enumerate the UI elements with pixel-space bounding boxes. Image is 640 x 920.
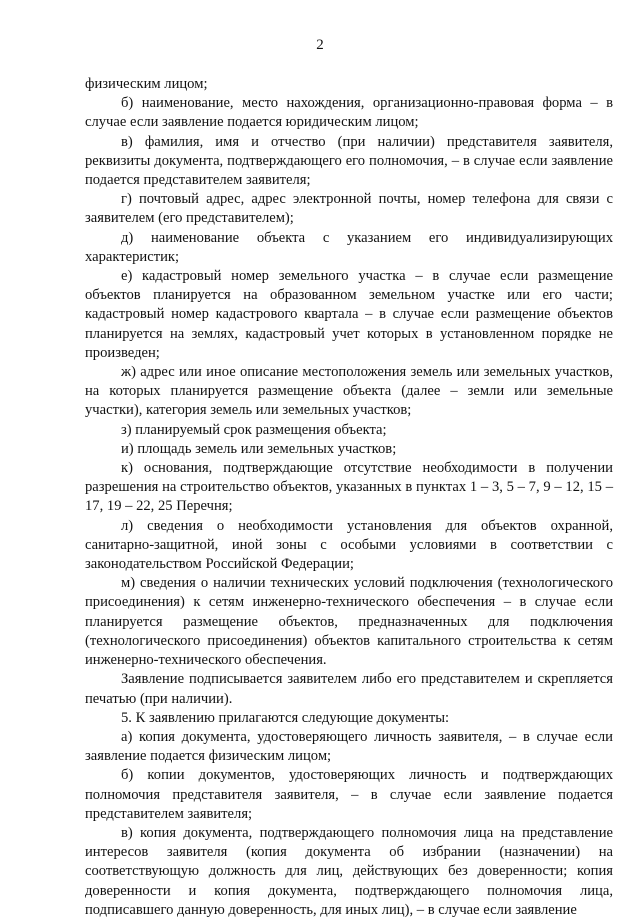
paragraph-item-z: з) планируемый срок размещения объекта; [121, 421, 387, 438]
paragraph-item-g: г) почтовый адрес, адрес электронной почты, номер телефона для связи с заявителем (его представителем); [85, 191, 613, 227]
paragraph-signature-note: Заявление подписывается заявителем либо его представителем и скрепляется печатью (при наличии). [85, 671, 613, 707]
paragraph-item-i: и) площадь земель или земельных участков; [121, 440, 397, 457]
paragraph-item-m: м) сведения о наличии технических условий подключения (технологического присоединения) к сетям инженерно-технического обеспечения – в случае если планируется размещение объектов, предназначенных для подключения (технологического присоединения) объектов капитального строительства к сетям инженерно-технического обеспечения. [85, 575, 613, 669]
paragraph-attachment-b: б) копии документов, удостоверяющих личность и подтверждающих полномочия представителя заявителя, – в случае если заявление подается представителем заявителя; [85, 767, 613, 822]
paragraph-item-d: д) наименование объекта с указанием его индивидуализирующих характеристик; [85, 229, 613, 265]
document-body [85, 75, 613, 920]
paragraph-attachment-a: а) копия документа, удостоверяющего личность заявителя, – в случае если заявление подается физическим лицом; [85, 728, 613, 765]
paragraph-item-k: к) основания, подтверждающие отсутствие необходимости в получении разрешения на строительство объектов, указанных в пунктах 1 – 3, 5 – 7, 9 – 12, 15 – 17, 19 – 22, 25 Перечня; [85, 460, 613, 515]
paragraph-continuation: физическим лицом; [85, 76, 208, 92]
paragraph-attachment-v: в) копия документа, подтверждающего полномочия лица на представление интересов заявителя (копия документа об избрании (назначении) на соответствующую должность для лиц, действующих без доверенности; копия доверенности и копия документа, подтверждающего полномочия лица, подписавшего данную доверенность, для иных лиц), – в случае если заявление [85, 824, 613, 918]
paragraph-item-zh: ж) адрес или иное описание местоположения земель или земельных участков, на которых планируется размещение объекта (далее – земли или земельные участки), категория земель или земельных участков; [85, 364, 613, 419]
paragraph-item-v: в) фамилия, имя и отчество (при наличии) представителя заявителя, реквизиты документа, подтверждающего его полномочия, – в случае если заявление подается представителем заявителя; [85, 133, 613, 189]
paragraph-section-5: 5. К заявлению прилагаются следующие документы: [121, 709, 450, 726]
page-number: 2 [316, 37, 324, 53]
paragraph-item-l: л) сведения о необходимости установления для объектов охранной, санитарно-защитной, иной зоны с особыми условиями в соответствии с законодательством Российской Федерации; [85, 517, 613, 573]
paragraph-item-e: е) кадастровый номер земельного участка – в случае если размещение объектов планируется на образованном земельном участке или его части; кадастровый номер кадастрового квартала – в случае если размещение объектов планируется на землях, кадастровый учет которых в установленном порядке не произведен; [85, 268, 613, 361]
paragraph-item-b: б) наименование, место нахождения, организационно-правовая форма – в случае если заявление подается юридическим лицом; [85, 95, 613, 131]
